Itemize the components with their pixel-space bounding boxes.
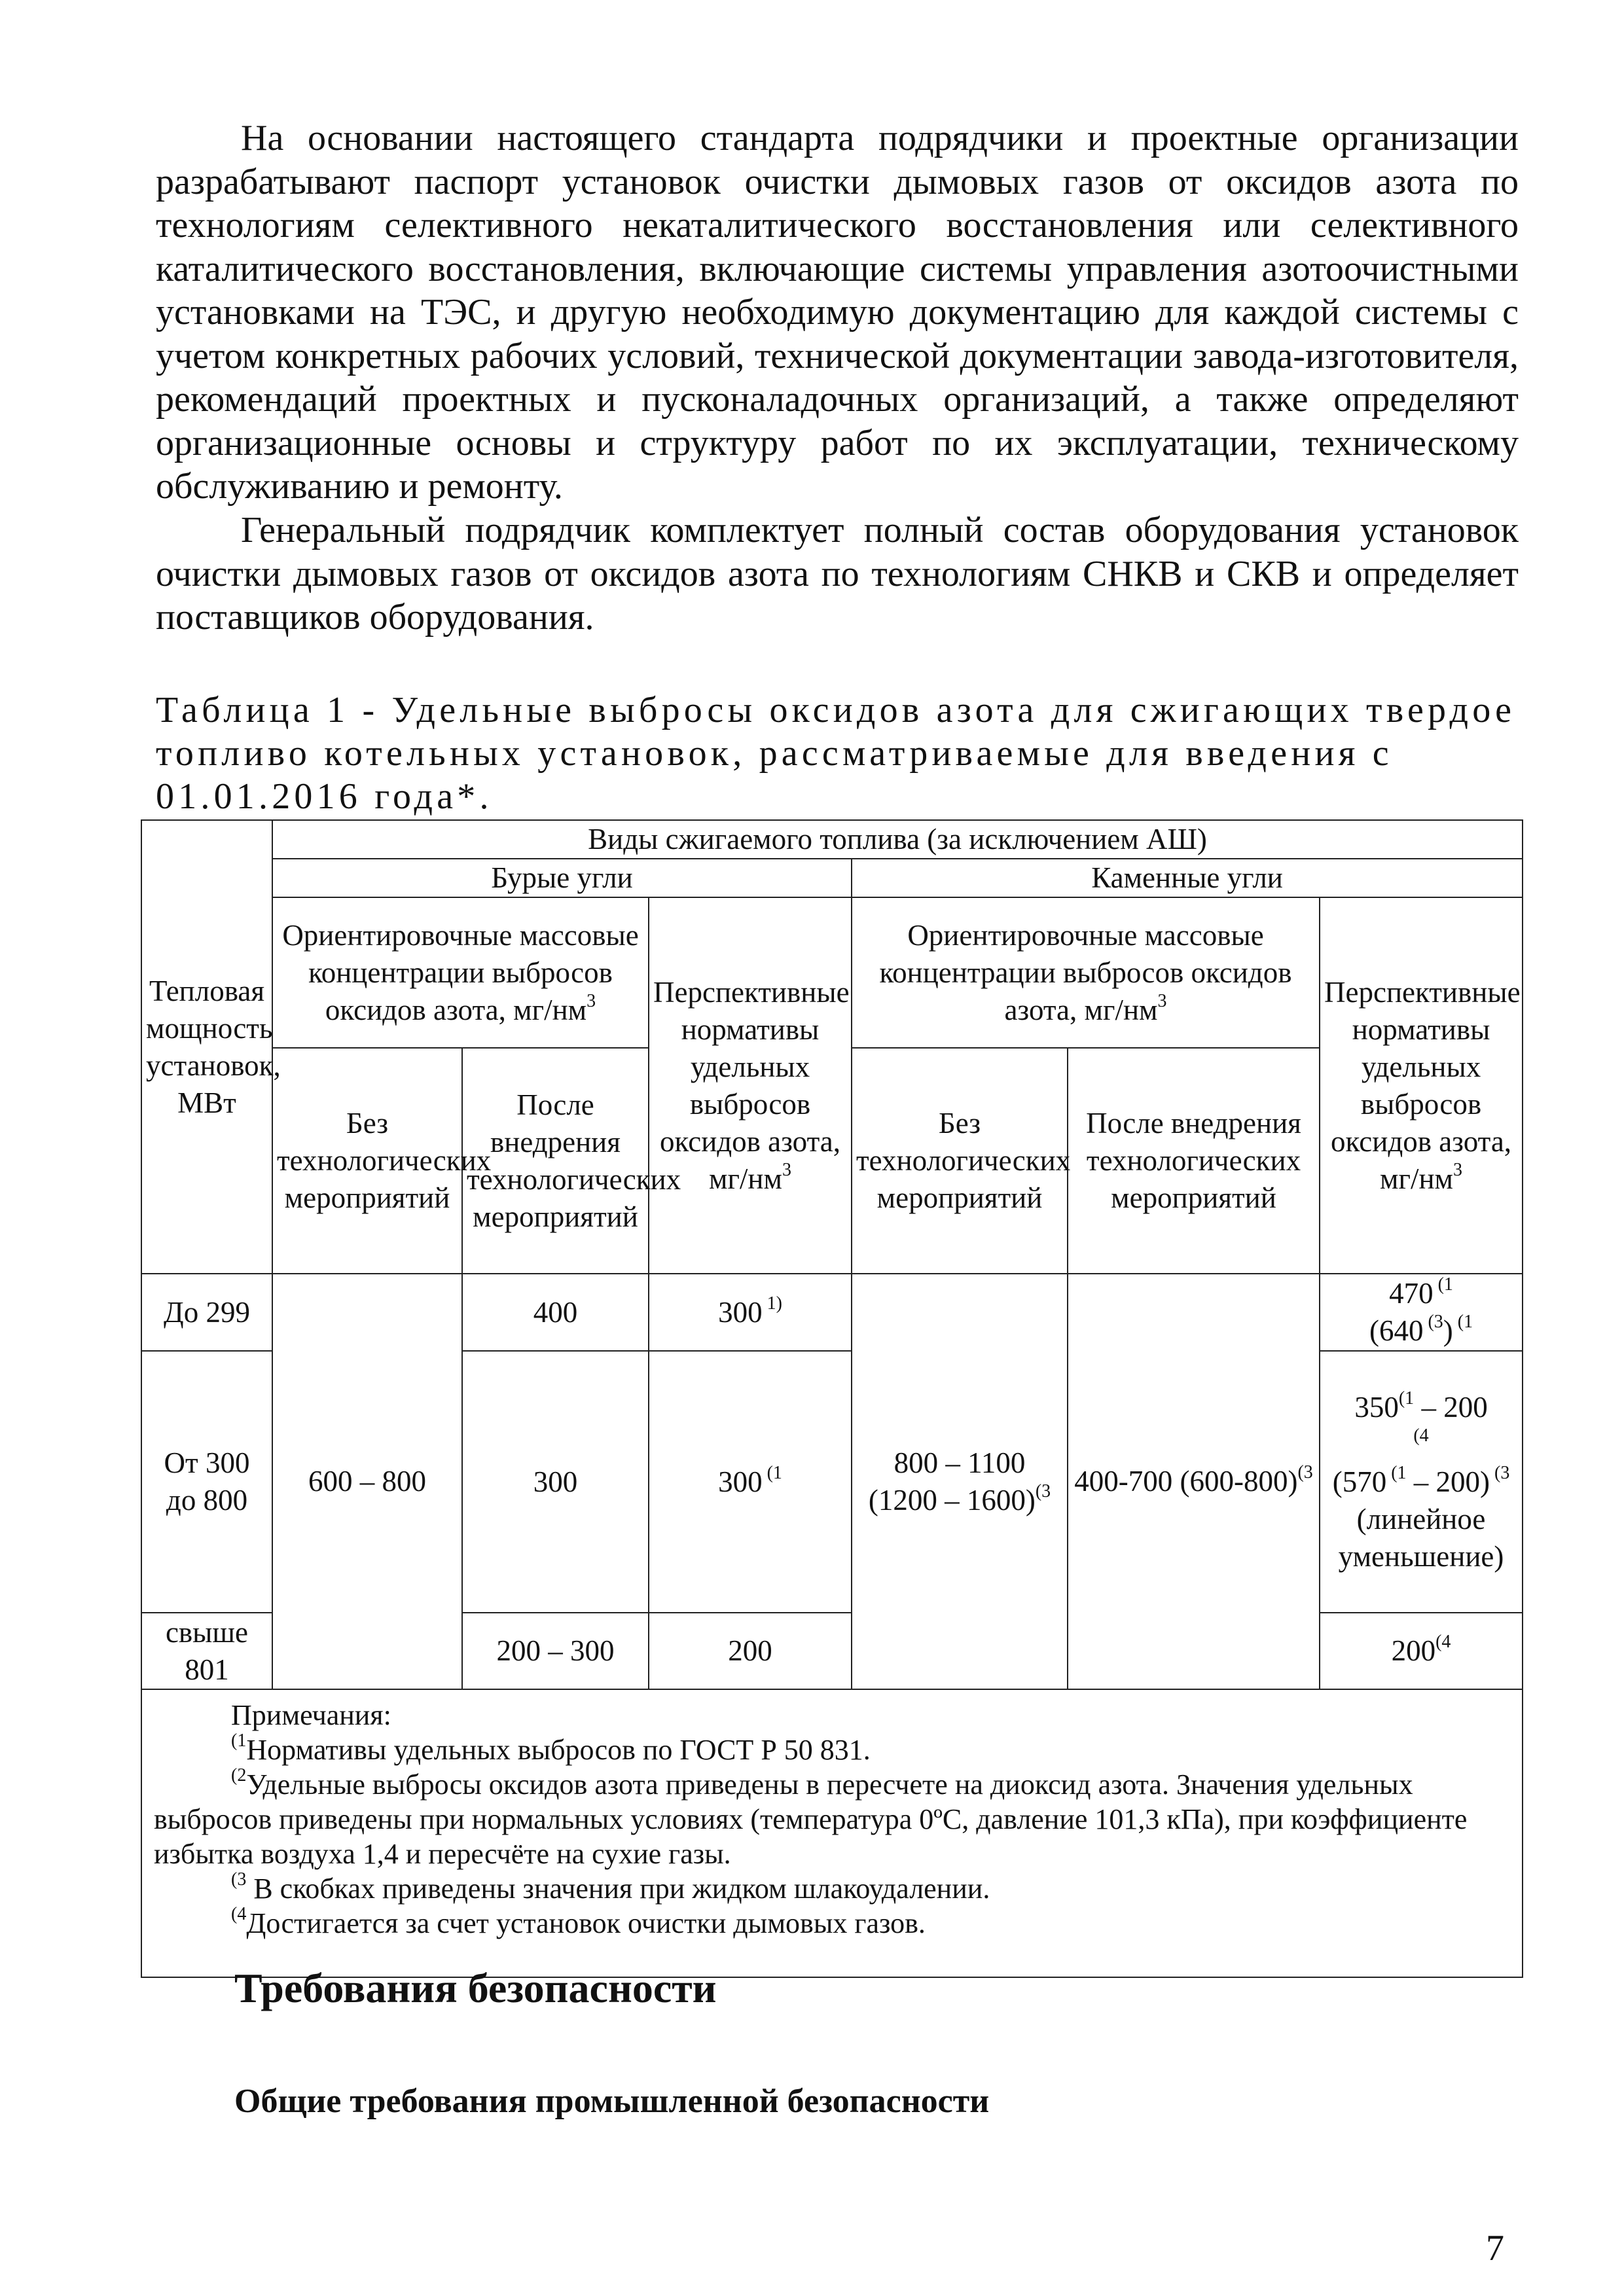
- table-notes: [141, 1689, 1523, 1977]
- table-header-row-3: [141, 897, 1523, 1048]
- hard-norm-cell: 470 $^{(1}$ (640 $^{(3}$) $^{(1}$: [1320, 1274, 1523, 1351]
- hard-norm-cell: 350$^{(1}$ – 200 $^{(4}$ (570 $^{(1}$ – 200) $^{(3}$ (линейное уменьшение): [1320, 1351, 1523, 1613]
- hard-without-header: Без технологических мероприятий: [852, 1048, 1068, 1274]
- emissions-table: [141, 819, 1523, 1978]
- table-row: [141, 1274, 1523, 1351]
- brown-without-value: 600 – 800: [272, 1274, 462, 1689]
- subsection-heading: Общие требования промышленной безопасности: [234, 2083, 990, 2120]
- brown-norm-cell: 300 $^{1)}$: [649, 1274, 852, 1351]
- power-cell: От 300 до 800: [141, 1351, 272, 1613]
- fuel-types-header: Виды сжигаемого топлива (за исключением АШ): [272, 820, 1523, 859]
- power-header: Тепловая мощность установок, МВт: [141, 820, 272, 1274]
- brown-norm-cell: 200: [649, 1613, 852, 1689]
- brown-after-cell: 400: [462, 1274, 649, 1351]
- brown-after-cell: 200 – 300: [462, 1613, 649, 1689]
- hard-after-header: После внедрения технологических мероприятий: [1068, 1048, 1320, 1274]
- paragraph-1: На основании настоящего стандарта подрядчики и проектные организации разрабатывают паспорт установок очистки дымовых газов от оксидов азота по технологиям селективного некаталитического восстановления или селективного каталитического восстановления, включающие системы управления азотоочистными установками на ТЭС, и другую необходимую документацию для каждой системы с учетом конкретных рабочих условий, технической документации завода-изготовителя, рекомендаций проектных и пусконаладочных организаций, а также определяют организационные основы и структуру работ по их эксплуатации, техническому обслуживанию и ремонту.: [156, 118, 1519, 507]
- hard-without-value: 800 – 1100 (1200 – 1600)$^{(3}$: [852, 1274, 1068, 1689]
- brown-without-header: Без технологических мероприятий: [272, 1048, 462, 1274]
- paragraph-2: Генеральный подрядчик комплектует полный состав оборудования установок очистки дымовых газов от оксидов азота по технологиям СНКВ и СКВ и определяет поставщиков оборудования.: [156, 510, 1519, 637]
- hard-norm-header: Перспективные нормативы удельных выбросов оксидов азота, $мг/нм^3$: [1320, 897, 1523, 1274]
- hard-norm-cell: 200$^{(4}$: [1320, 1613, 1523, 1689]
- brown-after-header: После внедрения технологических мероприятий: [462, 1048, 649, 1274]
- page-number: 7: [1486, 2228, 1504, 2269]
- note-2: $^{(2}$Удельные выбросы оксидов азота приведены в пересчете на диоксид азота. Значения удельных выбросов приведены при нормальных условиях (температура 0ºС, давление 101,3 кПа), при коэффициенте избытка воздуха 1,4 и пересчёте на сухие газы.: [154, 1765, 1468, 1870]
- brown-after-cell: 300: [462, 1351, 649, 1613]
- brown-conc-header: Ориентировочные массовые концентрации выбросов оксидов азота, $мг/нм^3$: [272, 897, 649, 1048]
- table-notes-row: [141, 1689, 1523, 1977]
- table-header-row-1: [141, 820, 1523, 859]
- note-3: $^{(3}$ В скобках приведены значения при жидком шлакоудалении.: [231, 1869, 990, 1905]
- brown-norm-header: Перспективные нормативы удельных выбросов оксидов азота, $мг/нм^3$: [649, 897, 852, 1274]
- hard-after-value: 400-700 $(600-800)^{(3}$: [1068, 1274, 1320, 1689]
- notes-title: Примечания:: [231, 1699, 391, 1731]
- section-heading: Требования безопасности: [234, 1965, 717, 2011]
- table-header-row-2: [141, 859, 1523, 897]
- note-4: $^{(4}$Достигается за счет установок очистки дымовых газов.: [231, 1904, 926, 1939]
- hard-conc-header: Ориентировочные массовые концентрации выбросов оксидов азота, $мг/нм^3$: [852, 897, 1320, 1048]
- power-cell: До 299: [141, 1274, 272, 1351]
- note-1: $^{(1}$Нормативы удельных выбросов по ГОСТ Р 50 831.: [231, 1731, 871, 1766]
- table-caption: Таблица 1 - Удельные выбросы оксидов азота для сжигающих твердое топливо котельных установок, рассматриваемые для введения с 01.01.2016 года*.: [156, 690, 1516, 817]
- hard-coal-header: Каменные угли: [852, 859, 1523, 897]
- brown-coal-header: Бурые угли: [272, 859, 852, 897]
- brown-norm-cell: 300 $^{(1}$: [649, 1351, 852, 1613]
- power-cell: свыше 801: [141, 1613, 272, 1689]
